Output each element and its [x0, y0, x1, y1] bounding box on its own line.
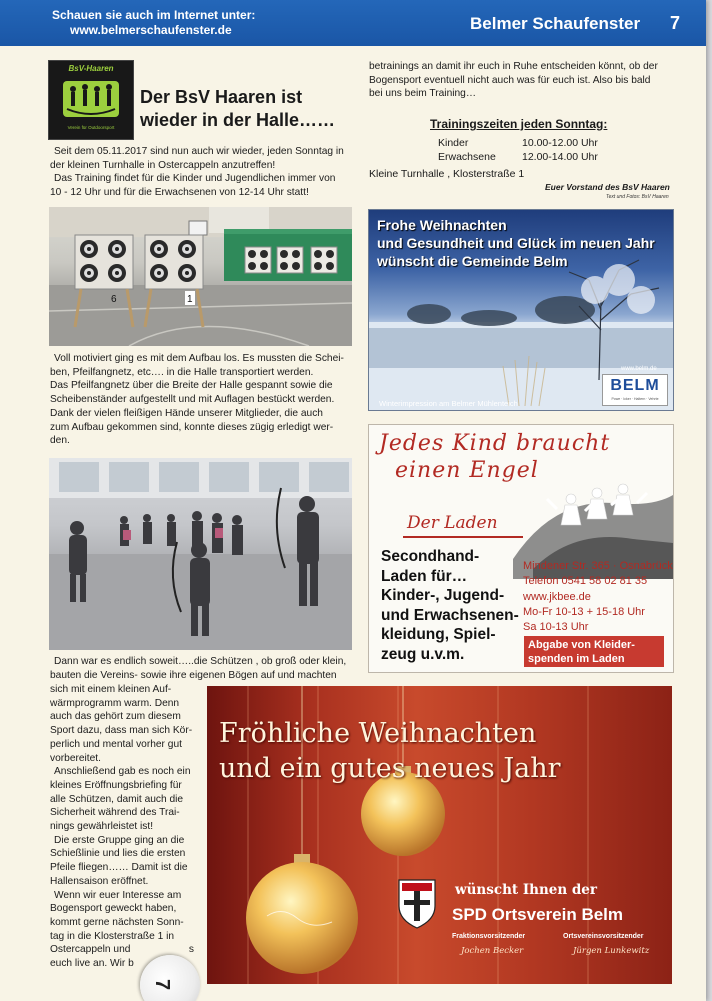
- text-line: nings gewährleistet ist!: [50, 821, 154, 833]
- header-website-label: Schauen sie auch im Internet unter:: [52, 8, 256, 22]
- text-line: perlich und mental vorher gut: [50, 738, 182, 750]
- article-headline: [140, 86, 335, 132]
- training-group-erwachsene: Erwachsene: [438, 151, 496, 163]
- spd-emblem: [399, 880, 435, 928]
- logo-tagline: Verein für Outdoorsport: [67, 125, 115, 130]
- kind-heading-2: einen Engel: [395, 458, 539, 483]
- text-line: Secondhand-: [381, 548, 480, 565]
- belm-line-3: wünscht die Gemeinde Belm: [377, 253, 568, 269]
- photo-credit: Text und Fotos: BsV Haaren: [606, 194, 669, 200]
- text-line: Das Training findet für die Kinder und Jugendlichen immer von: [54, 173, 336, 185]
- kind-address: [523, 559, 673, 635]
- text-line: alle Schützen, damit auch die: [50, 793, 184, 805]
- spd-role-right: Ortsvereinsvorsitzender: [563, 933, 644, 940]
- belm-line-1: Frohe Weihnachten: [377, 217, 507, 233]
- text-line: betrainings an damit ihr euch in Ruhe entscheiden könnt, ob der: [369, 61, 658, 72]
- headline-line-1: Der BsV Haaren ist: [140, 87, 303, 107]
- targets-illustration: [49, 207, 352, 346]
- page-header: [0, 0, 706, 46]
- text-line: Bogensport eventuell nicht auch was für euch ist. Also bis bald: [369, 74, 651, 86]
- text-line: Die erste Gruppe ging an die: [54, 834, 185, 846]
- training-location: Kleine Turnhalle , Klosterstraße 1: [369, 168, 525, 180]
- text-line: tag in die Klosterstraße 1 in: [50, 930, 175, 942]
- kind-website[interactable]: www.jkbee.de: [523, 590, 591, 603]
- spd-organisation: SPD Ortsverein Belm: [452, 905, 624, 924]
- text-line: der kleinen Turnhalle in Ostercappeln anzutreffen!: [50, 159, 276, 171]
- belm-logo-subtitle: Powe · Icker · Haltern · Vehrte: [611, 397, 659, 401]
- article-paragraph-3: [50, 655, 352, 682]
- spd-greeting: [219, 716, 561, 786]
- text-line: Sicherheit während des Trai-: [50, 807, 180, 819]
- text-line: Laden für…: [381, 567, 468, 585]
- belm-caption: Winterimpression am Belmer Mühlenteich: [379, 399, 518, 408]
- bsv-haaren-logo: [48, 60, 134, 140]
- text-line: kleines Eröffnungsbriefing für: [50, 779, 182, 791]
- belm-logo-text: BELM: [610, 377, 660, 394]
- belm-url[interactable]: www.belm.de: [621, 366, 657, 372]
- text-line: und Erwachsenen-: [381, 606, 519, 624]
- ad-gemeinde-belm: [368, 209, 674, 411]
- belm-line-2: und Gesundheit und Glück im neuen Jahr: [377, 235, 655, 251]
- text-line: ben, Pfeilfangnetz, etc…. in die Halle transportiert werden.: [50, 366, 314, 378]
- text-line: bei uns beim Training…: [369, 88, 477, 100]
- kind-description: [381, 547, 519, 664]
- text-line: Anschließend gab es noch ein: [54, 766, 191, 778]
- kind-hours-saturday: Sa 10-13 Uhr: [523, 621, 589, 634]
- training-time-kinder: 10.00-12.00 Uhr: [522, 137, 598, 149]
- page-curl-number: 7: [151, 978, 174, 991]
- text-line: den.: [50, 435, 70, 447]
- spd-wish: wünscht Ihnen der: [455, 882, 598, 898]
- belm-greeting: [377, 216, 655, 270]
- text-line: spenden im Laden: [528, 653, 625, 665]
- training-group-kinder: Kinder: [438, 137, 469, 149]
- text-line: Sport dazu, dass man sich Kör-: [50, 725, 193, 737]
- text-line: zum Aufbau gekommen sind, konnte dieses zügig erledigt wer-: [50, 421, 334, 433]
- belm-logo: [602, 374, 668, 406]
- text-fragment: s: [188, 944, 194, 956]
- text-line: 10 - 12 Uhr und für die Erwachsenen von 12-14 Uhr statt!: [50, 187, 309, 199]
- kind-street: Mindener Str. 365 · Osnabrück: [523, 560, 673, 572]
- kind-heading-1: Jedes Kind braucht: [379, 431, 611, 456]
- ad-jedes-kind-braucht-einen-engel: [368, 424, 674, 673]
- text-line: vorbereitet.: [50, 752, 101, 764]
- text-line: Seit dem 05.11.2017 sind nun auch wir wieder, jeden Sonntag in: [54, 146, 344, 157]
- headline-line-2: wieder in der Halle……: [140, 110, 336, 130]
- spd-name-right: Jürgen Lunkewitz: [573, 946, 650, 956]
- kind-phone[interactable]: Telefon 0541 58 02 81 35: [523, 575, 648, 588]
- text-line: euch live an. Wir b: [50, 958, 134, 970]
- logo-name: BsV-Haaren: [68, 64, 114, 73]
- article-paragraph-2: [50, 352, 352, 448]
- spd-line-2: und ein gutes neues Jahr: [219, 753, 561, 784]
- kind-shop-name: Der Laden: [407, 513, 498, 533]
- text-line: Pfeile fliegen…… Damit ist die: [50, 862, 188, 874]
- target-number-6: 6: [111, 294, 117, 305]
- kind-hours-weekday: Mo-Fr 10-13 + 15-18 Uhr: [523, 605, 645, 618]
- text-line: Voll motiviert ging es mit dem Aufbau los. Es mussten die Schei-: [54, 353, 344, 364]
- text-line: Wenn wir euer Interesse am: [54, 889, 182, 901]
- kind-shop-underline: [403, 536, 523, 538]
- ad-spd-ortsverein-belm: [207, 686, 672, 984]
- text-line: kommt gerne nächsten Sonn-: [50, 916, 184, 928]
- spd-name-left: Jochen Becker: [461, 946, 524, 956]
- text-fragment: Ostercappeln und: [50, 944, 131, 956]
- photo-archers-training: [49, 458, 352, 650]
- text-line: Dank der vielen fleißigen Hände unserer Mitglieder, die auch: [50, 407, 323, 419]
- article-intro: [50, 145, 352, 200]
- header-title: Belmer Schaufenster: [470, 14, 641, 33]
- article-signature: Euer Vorstand des BsV Haaren: [545, 182, 670, 192]
- text-line: bauten die Vereins- sowie ihre eigenen Bögen auf und machten: [50, 669, 337, 681]
- text-line: Hallensaison eröffnet.: [50, 875, 149, 887]
- text-line: Bogensport geweckt haben,: [50, 903, 177, 915]
- text-line: Schießlinie und lies die ersten: [50, 848, 186, 860]
- text-line: Abgabe von Kleider-: [528, 639, 635, 651]
- spd-line-1: Fröhliche Weihnachten: [219, 718, 537, 749]
- article-narrow-column: [50, 683, 194, 971]
- header-page-number: 7: [670, 13, 681, 33]
- text-line: zeug u.v.m.: [381, 645, 465, 663]
- archers-illustration: [49, 458, 352, 650]
- target-number-1: 1: [187, 294, 193, 305]
- text-line: Scheibenständer aufgestellt und mit Auflagen bestückt werden.: [50, 394, 335, 406]
- archers-logo-icon: [61, 75, 121, 123]
- text-line: sich mit einem kleinen Auf-: [50, 684, 172, 695]
- kind-donation-box: [524, 636, 664, 667]
- text-line: Das Pfeilfangnetz über die Breite der Halle gespannt sowie die: [50, 380, 333, 392]
- text-line: auch das gehört zum diesem: [50, 711, 181, 723]
- training-time-erwachsene: 12.00-14.00 Uhr: [522, 151, 598, 163]
- text-line: Dann war es endlich soweit…..die Schützen , ob groß oder klein,: [54, 656, 347, 667]
- photo-archery-targets: [49, 207, 352, 346]
- article-continuation: [369, 60, 675, 101]
- spd-role-left: Fraktionsvorsitzender: [452, 933, 526, 940]
- header-website-url[interactable]: www.belmerschaufenster.de: [70, 23, 232, 37]
- text-line: wärmprogramm warm. Denn: [50, 697, 180, 709]
- text-line: Kinder-, Jugend-: [381, 587, 505, 604]
- text-line: kleidung, Spiel-: [381, 626, 496, 643]
- training-times-title: Trainingszeiten jeden Sonntag:: [430, 117, 608, 131]
